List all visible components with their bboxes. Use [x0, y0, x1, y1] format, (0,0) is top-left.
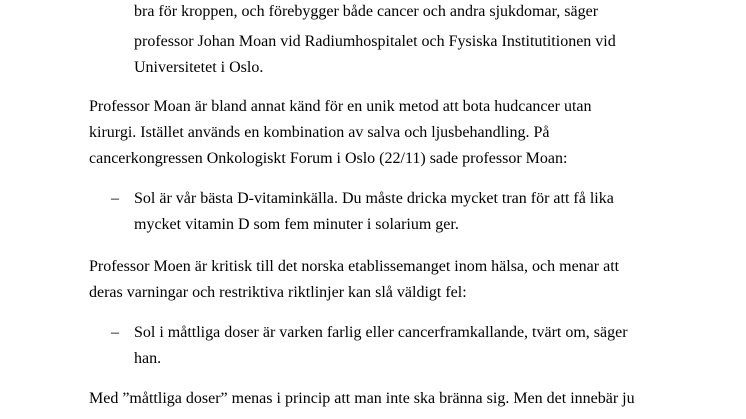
paragraph-2-line-1: Professor Moen är kritisk till det norska etablissemanget inom hälsa, och menar att: [89, 258, 620, 275]
paragraph-2-line-2: deras varningar och restriktiva riktlinjer kan slå väldigt fel:: [89, 284, 467, 301]
paragraph-3-line-1: Med ”måttliga doser” menas i princip att man inte ska bränna sig. Men det innebär ju: [89, 390, 635, 407]
bullet-1-line-2: mycket vitamin D som fem minuter i solarium ger.: [134, 216, 459, 233]
quote-line-2: professor Johan Moan vid Radiumhospitalet och Fysiska Institutitionen vid: [134, 33, 616, 50]
bullet-2-dash: –: [111, 324, 119, 341]
quote-line-3: Universitetet i Oslo.: [134, 59, 264, 76]
bullet-1-line-1: Sol är vår bästa D-vitaminkälla. Du måste dricka mycket tran för att få lika: [134, 190, 614, 207]
bullet-1-dash: –: [111, 190, 119, 207]
paragraph-1-line-1: Professor Moan är bland annat känd för en unik metod att bota hudcancer utan: [89, 98, 592, 115]
paragraph-1-line-2: kirurgi. Istället används en kombination av salva och ljusbehandling. På: [89, 124, 550, 141]
bullet-2-line-1: Sol i måttliga doser är varken farlig eller cancerframkallande, tvärt om, säger: [134, 324, 628, 341]
quote-line-1: bra för kroppen, och förebygger både cancer och andra sjukdomar, säger: [134, 3, 599, 20]
bullet-2-line-2: han.: [134, 350, 162, 367]
paragraph-1-line-3: cancerkongressen Onkologiskt Forum i Oslo (22/11) sade professor Moan:: [89, 150, 568, 167]
